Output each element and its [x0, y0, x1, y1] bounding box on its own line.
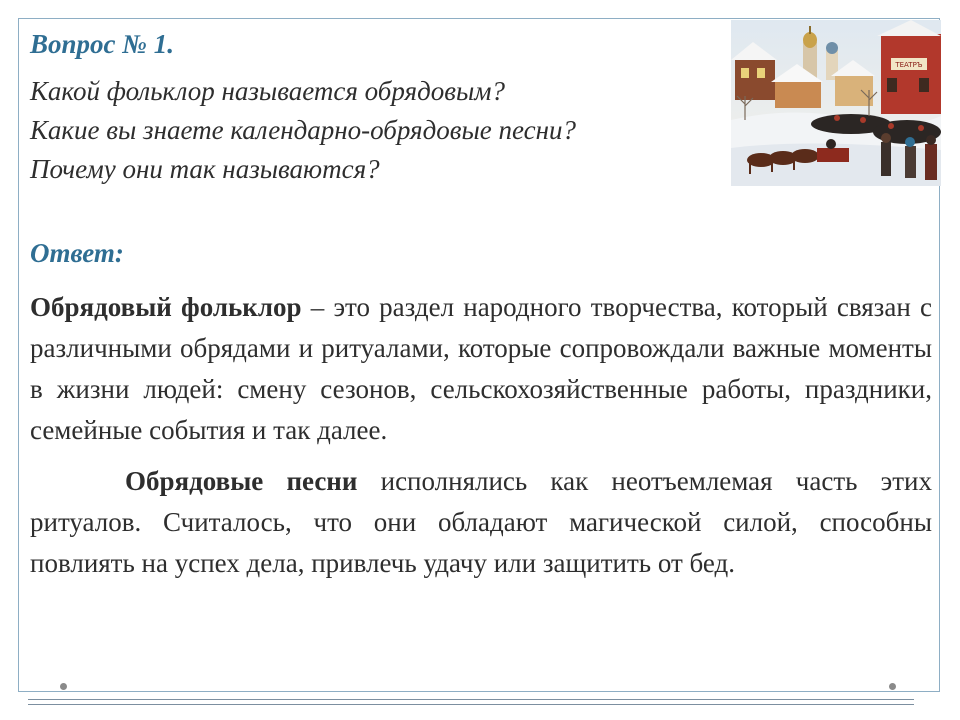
answer-paragraph-1 [30, 287, 932, 451]
decorative-dot-right [889, 683, 896, 690]
question-line: Какой фольклор называется обрядовым? [30, 76, 505, 106]
answer-heading: Ответ: [30, 238, 124, 268]
term-ritual-folklore: Обрядовый фольклор [30, 292, 302, 322]
footer-rule [28, 699, 914, 700]
paragraph-1-text: – это раздел народного творчества, который связан с различными обрядами и ритуалами, которые сопровождали важные моменты в жизни людей: смену сезонов, сельскохозяйственные работы, праздники, семейные события и так далее. [30, 292, 932, 445]
question-text [30, 72, 932, 189]
question-line: Почему они так называются? [30, 154, 380, 184]
slide-content [30, 24, 932, 584]
answer-paragraph-2 [30, 461, 932, 584]
question-line: Какие вы знаете календарно-обрядовые песни? [30, 115, 576, 145]
question-heading: Вопрос № 1. [30, 29, 174, 59]
paragraph-2-text: исполнялись как неотъемлемая часть этих ритуалов. Считалось, что они обладают магической силой, способны повлиять на успех дела, привлечь удачу или защитить от бед. [30, 466, 932, 578]
theatre-sign: TEATPЪ [895, 61, 923, 69]
term-ritual-songs: Обрядовые песни [125, 466, 358, 496]
decorative-dot-left [60, 683, 67, 690]
footer-rule [28, 704, 914, 705]
